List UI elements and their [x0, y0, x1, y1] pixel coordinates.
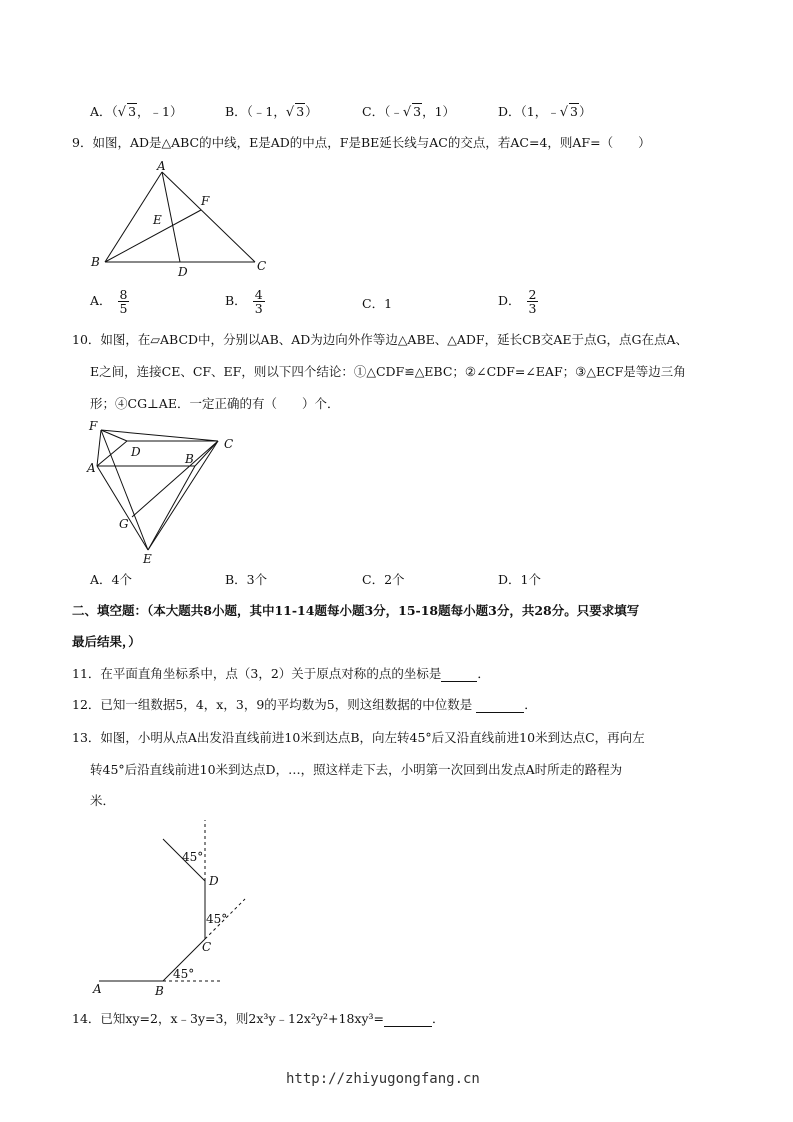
q10-label-a: A	[87, 461, 96, 475]
q8-option-b: B．（﹣1，√ 3）	[225, 104, 318, 120]
section-2-desc: （本大题共8小题，其中11-14题每小题3分，15-18题每小题3分，共28分。只要求填写	[147, 603, 640, 618]
q10-question-line1: 10．如图，在▱ABCD中，分别以AB、AD为边向外作等边△ABE、△ADF，延长CB交AE于点G，点G在点A、	[72, 332, 688, 347]
q10-label-c: C	[224, 437, 234, 451]
q11-answer-blank[interactable]	[441, 669, 477, 682]
q14-question: 14．已知xy=2，x﹣3y=3，则2x³y﹣12x²y²+18xy³= ．	[72, 1011, 445, 1026]
q8-option-a: A．（√ 3，﹣1）	[90, 104, 183, 120]
q10-option-c: C．2个	[362, 572, 405, 587]
q13-angle-label-3: 45°	[182, 850, 204, 864]
q13-question-line2: 转45°后沿直线前进10米到达点D，…，照这样走下去，小明第一次回到出发点A时所走的路程为	[90, 762, 623, 777]
q14-answer-blank[interactable]	[384, 1014, 432, 1027]
q13-path-figure	[85, 815, 255, 1000]
q13-question-line1: 13．如图，小明从点A出发沿直线前进10米到达点B，向左转45°后又沿直线前进10米到达点C，再向左	[72, 730, 645, 745]
q13-angle-label-2: 45°	[206, 912, 228, 926]
section-2-desc-line2: 最后结果，）	[72, 634, 141, 649]
q9-option-b: B． $\frac{4}{3}$	[225, 287, 263, 316]
section-2-heading	[72, 603, 639, 619]
q9-label-d: D	[178, 265, 188, 279]
q10-label-e: E	[143, 552, 152, 566]
q13-question-line3: 米．	[90, 793, 116, 808]
q9-option-a: A． $\frac{8}{5}$	[90, 287, 128, 316]
q10-question-line2: E之间，连接CE、CF、EF，则以下四个结论：①△CDF≌△EBC；②∠CDF=∠EAF；③△ECF是等边三角	[90, 364, 686, 379]
q13-label-b: B	[155, 984, 164, 998]
section-2-title: 二、填空题：	[72, 603, 148, 618]
q10-parallelogram-figure	[85, 418, 245, 568]
q9-option-d: D． $\frac{2}{3}$	[498, 287, 537, 316]
q12-answer-blank[interactable]	[476, 700, 524, 713]
footer-url[interactable]: http://zhiyugongfang.cn	[286, 1071, 480, 1087]
q9-label-b: B	[91, 255, 100, 269]
q8-option-d: D．（1，﹣√ 3）	[498, 104, 592, 120]
q9-triangle-figure	[85, 160, 285, 280]
q10-label-g: G	[119, 517, 129, 531]
q13-angle-label-1: 45°	[173, 967, 195, 981]
q9-label-e: E	[153, 213, 162, 227]
q11-question: 11．在平面直角坐标系中，点（3，2）关于原点对称的点的坐标是 ．	[72, 666, 490, 681]
q12-question: 12．已知一组数据5，4，x，3，9的平均数为5，则这组数据的中位数是 ．	[72, 697, 537, 712]
q9-option-c: C．1	[362, 296, 393, 311]
q9-label-c: C	[257, 259, 267, 273]
q8-option-c: C．（﹣√ 3，1）	[362, 104, 456, 120]
q9-label-f: F	[201, 194, 210, 208]
q13-label-d: D	[209, 874, 219, 888]
q10-question-line3: 形；④CG⊥AE．一定正确的有（ ）个．	[90, 396, 340, 411]
q9-label-a: A	[157, 160, 166, 173]
q10-label-f: F	[89, 419, 98, 433]
q10-option-d: D．1个	[498, 572, 541, 587]
q10-option-b: B．3个	[225, 572, 268, 587]
q10-label-d: D	[131, 445, 141, 459]
q9-question-text: 9．如图，AD是△ABC的中线，E是AD的中点，F是BE延长线与AC的交点，若AC=4，则AF=（ ）	[72, 135, 651, 150]
q13-label-c: C	[202, 940, 212, 954]
q10-label-b: B	[185, 452, 194, 466]
q10-option-a: A．4个	[90, 572, 132, 587]
q13-label-a: A	[93, 982, 102, 996]
